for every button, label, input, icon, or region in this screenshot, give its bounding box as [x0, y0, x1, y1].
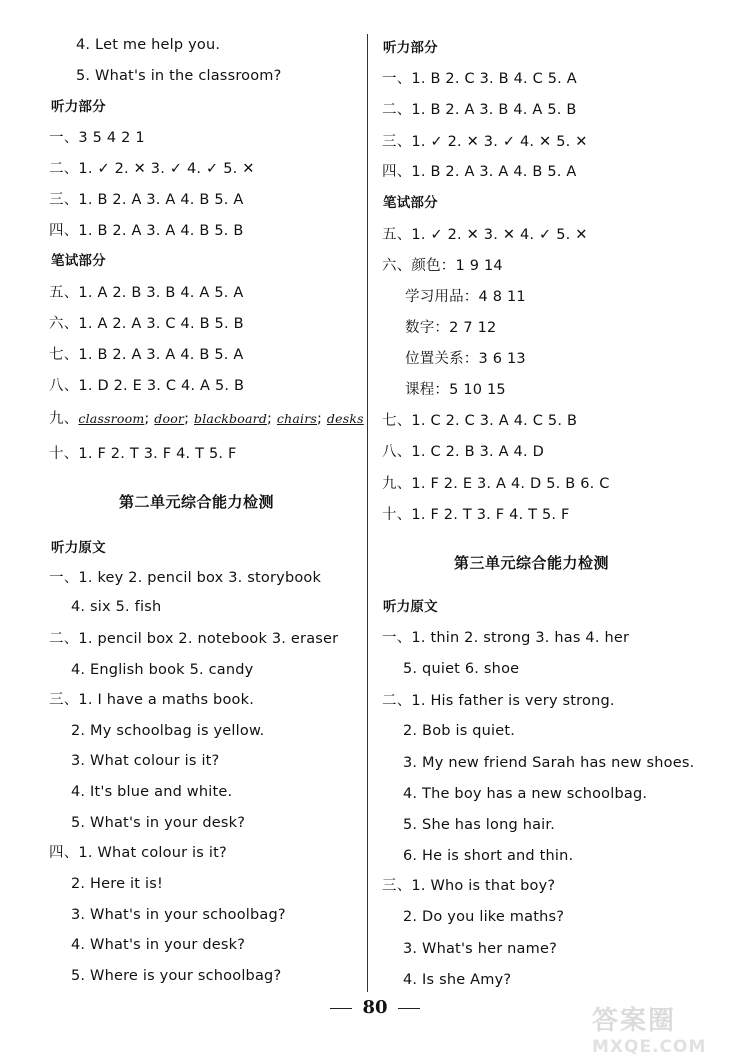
- answer-line: 一、1. B 2. C 3. B 4. C 5. A: [382, 71, 577, 87]
- text-line: 5. Where is your schoolbag?: [71, 968, 282, 984]
- answer-line: 一、3 5 4 2 1: [49, 130, 145, 146]
- text-line: 3. My new friend Sarah has new shoes.: [403, 755, 695, 771]
- section-heading: 笔试部分: [51, 253, 106, 269]
- answer-line: 学习用品：4 8 11: [405, 289, 526, 305]
- answer-line: 八、1. D 2. E 3. C 4. A 5. B: [49, 378, 245, 394]
- handwritten-answer: desks: [326, 411, 364, 426]
- text-line: 2. Bob is quiet.: [403, 723, 516, 739]
- answer-line: 六、1. A 2. A 3. C 4. B 5. B: [49, 316, 244, 332]
- answer-line: 五、1. ✓ 2. ✕ 3. ✕ 4. ✓ 5. ✕: [382, 227, 588, 243]
- handwritten-answer: door: [154, 411, 185, 426]
- text-line: 三、1. I have a maths book.: [49, 692, 255, 708]
- dash-left: [330, 1008, 352, 1009]
- text-line: 4. The boy has a new schoolbag.: [403, 786, 648, 802]
- text-line: 4. What's in your desk?: [71, 937, 246, 953]
- text-line: 5. quiet 6. shoe: [403, 661, 520, 677]
- answer-line: 六、颜色：1 9 14: [382, 258, 503, 274]
- section-heading: 听力部分: [51, 99, 106, 115]
- answer-line: 九、1. F 2. E 3. A 4. D 5. B 6. C: [382, 476, 610, 492]
- answer-line: 十、1. F 2. T 3. F 4. T 5. F: [382, 507, 570, 523]
- text-line: 3. What's in your schoolbag?: [71, 907, 286, 923]
- text-line: 6. He is short and thin.: [403, 848, 574, 864]
- text-line: 5. She has long hair.: [403, 817, 556, 833]
- answer-line: 课程：5 10 15: [405, 382, 506, 398]
- answer-line: 三、1. ✓ 2. ✕ 3. ✓ 4. ✕ 5. ✕: [382, 134, 588, 150]
- text-line: 三、1. Who is that boy?: [382, 878, 556, 894]
- answer-line: 四、1. B 2. A 3. A 4. B 5. B: [49, 223, 244, 239]
- column-divider: [367, 34, 368, 992]
- text-line: 3. What colour is it?: [71, 753, 220, 769]
- unit-title: 第三单元综合能力检测: [454, 554, 610, 572]
- text-line: 5. What's in the classroom?: [76, 68, 282, 84]
- answer-line: 位置关系：3 6 13: [405, 351, 526, 367]
- section-heading: 笔试部分: [383, 195, 438, 211]
- answer-line: 四、1. B 2. A 3. A 4. B 5. A: [382, 164, 577, 180]
- answer-line: 八、1. C 2. B 3. A 4. D: [382, 444, 544, 460]
- answer-line: 数字：2 7 12: [405, 320, 497, 336]
- answer-line: 十、1. F 2. T 3. F 4. T 5. F: [49, 446, 237, 462]
- watermark-logo-text: 答案圈: [592, 1006, 677, 1036]
- section-heading: 听力部分: [383, 40, 438, 56]
- text-line: 四、1. What colour is it?: [49, 845, 227, 861]
- answer-line: 七、1. C 2. C 3. A 4. C 5. B: [382, 413, 578, 429]
- text-line: 5. What's in your desk?: [71, 815, 246, 831]
- text-line: 4. It's blue and white.: [71, 784, 233, 800]
- text-line: 4. six 5. fish: [71, 599, 162, 615]
- text-line: 4. Let me help you.: [76, 37, 221, 53]
- handwritten-answer: chairs: [276, 411, 318, 426]
- text-line: 2. Do you like maths?: [403, 909, 565, 925]
- dash-right: [398, 1008, 420, 1009]
- text-line: 2. My schoolbag is yellow.: [71, 723, 265, 739]
- text-line: 二、1. His father is very strong.: [382, 693, 615, 709]
- text-line: 一、1. key 2. pencil box 3. storybook: [49, 570, 322, 586]
- answer-line: 二、1. B 2. A 3. B 4. A 5. B: [382, 102, 577, 118]
- answer-line-handwriting: 九、classroom; door; blackboard; chairs; desks: [49, 411, 364, 427]
- text-line: 4. Is she Amy?: [403, 972, 512, 988]
- text-line: 一、1. thin 2. strong 3. has 4. her: [382, 630, 630, 646]
- answer-line: 五、1. A 2. B 3. B 4. A 5. A: [49, 285, 244, 301]
- watermark: [592, 1000, 742, 1060]
- section-heading: 听力原文: [51, 540, 106, 556]
- question-number: 九、: [49, 411, 79, 427]
- page-number-text: 80: [362, 997, 388, 1018]
- unit-title: 第二单元综合能力检测: [119, 493, 275, 511]
- text-line: 二、1. pencil box 2. notebook 3. eraser: [49, 631, 339, 647]
- text-line: 4. English book 5. candy: [71, 662, 254, 678]
- handwritten-answer: classroom: [78, 411, 145, 426]
- handwritten-answer: blackboard: [194, 411, 268, 426]
- text-line: 2. Here it is!: [71, 876, 163, 892]
- answer-line: 三、1. B 2. A 3. A 4. B 5. A: [49, 192, 244, 208]
- watermark-url: MXQE.COM: [592, 1037, 707, 1057]
- answer-line: 七、1. B 2. A 3. A 4. B 5. A: [49, 347, 244, 363]
- section-heading: 听力原文: [383, 599, 438, 615]
- answer-line: 二、1. ✓ 2. ✕ 3. ✓ 4. ✓ 5. ✕: [49, 161, 255, 177]
- text-line: 3. What's her name?: [403, 941, 557, 957]
